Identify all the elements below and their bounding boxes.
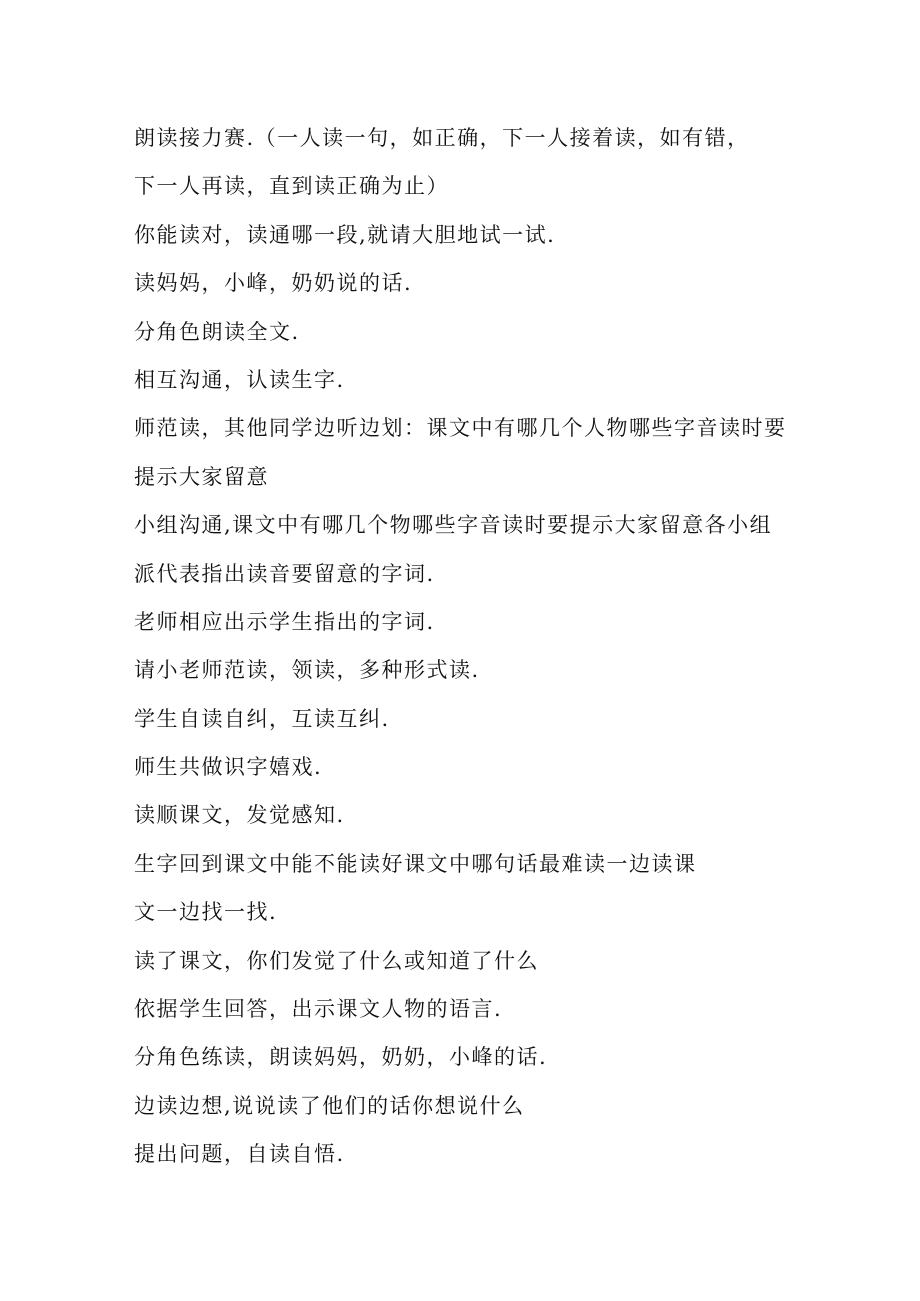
text-line: 请小老师范读，领读，多种形式读. — [134, 658, 480, 683]
text-line: 你能读对，读通哪一段,就请大胆地试一试. — [134, 222, 556, 247]
text-line: 分角色练读，朗读妈妈，奶奶，小峰的话. — [134, 1045, 548, 1070]
text-lines — [134, 114, 787, 1179]
text-line: 文一边找一找. — [134, 900, 278, 925]
text-line: 提示大家留意 — [134, 464, 269, 489]
text-line: 生字回到课文中能不能读好课文中哪句话最难读一边读课 — [134, 851, 697, 876]
text-line: 师范读，其他同学边听边划：课文中有哪几个人物哪些字音读时要 — [134, 416, 787, 441]
text-line: 相互沟通，认读生字. — [134, 367, 345, 392]
text-line: 读妈妈，小峰，奶奶说的话. — [134, 271, 413, 296]
text-line: 分角色朗读全文. — [134, 319, 300, 344]
text-line: 依据学生回答，出示课文人物的语言. — [134, 997, 503, 1022]
text-line: 老师相应出示学生指出的字词. — [134, 609, 435, 634]
text-line: 读了课文，你们发觉了什么或知道了什么 — [134, 948, 539, 973]
text-line: 下一人再读，直到读正确为止） — [134, 174, 449, 199]
text-line: 学生自读自纠，互读互纠. — [134, 706, 390, 731]
text-line: 朗读接力赛.（一人读一句，如正确，下一人接着读，如有错， — [134, 126, 750, 150]
text-line: 师生共做识字嬉戏. — [134, 755, 323, 780]
text-line: 派代表指出读音要留意的字词. — [134, 561, 435, 586]
text-line: 读顺课文，发觉感知. — [134, 803, 345, 828]
text-line: 边读边想,说说读了他们的话你想说什么 — [134, 1093, 525, 1118]
text-line: 提出问题，自读自悟. — [134, 1142, 345, 1167]
text-line: 小组沟通,课文中有哪几个物哪些字音读时要提示大家留意各小组 — [134, 513, 773, 538]
